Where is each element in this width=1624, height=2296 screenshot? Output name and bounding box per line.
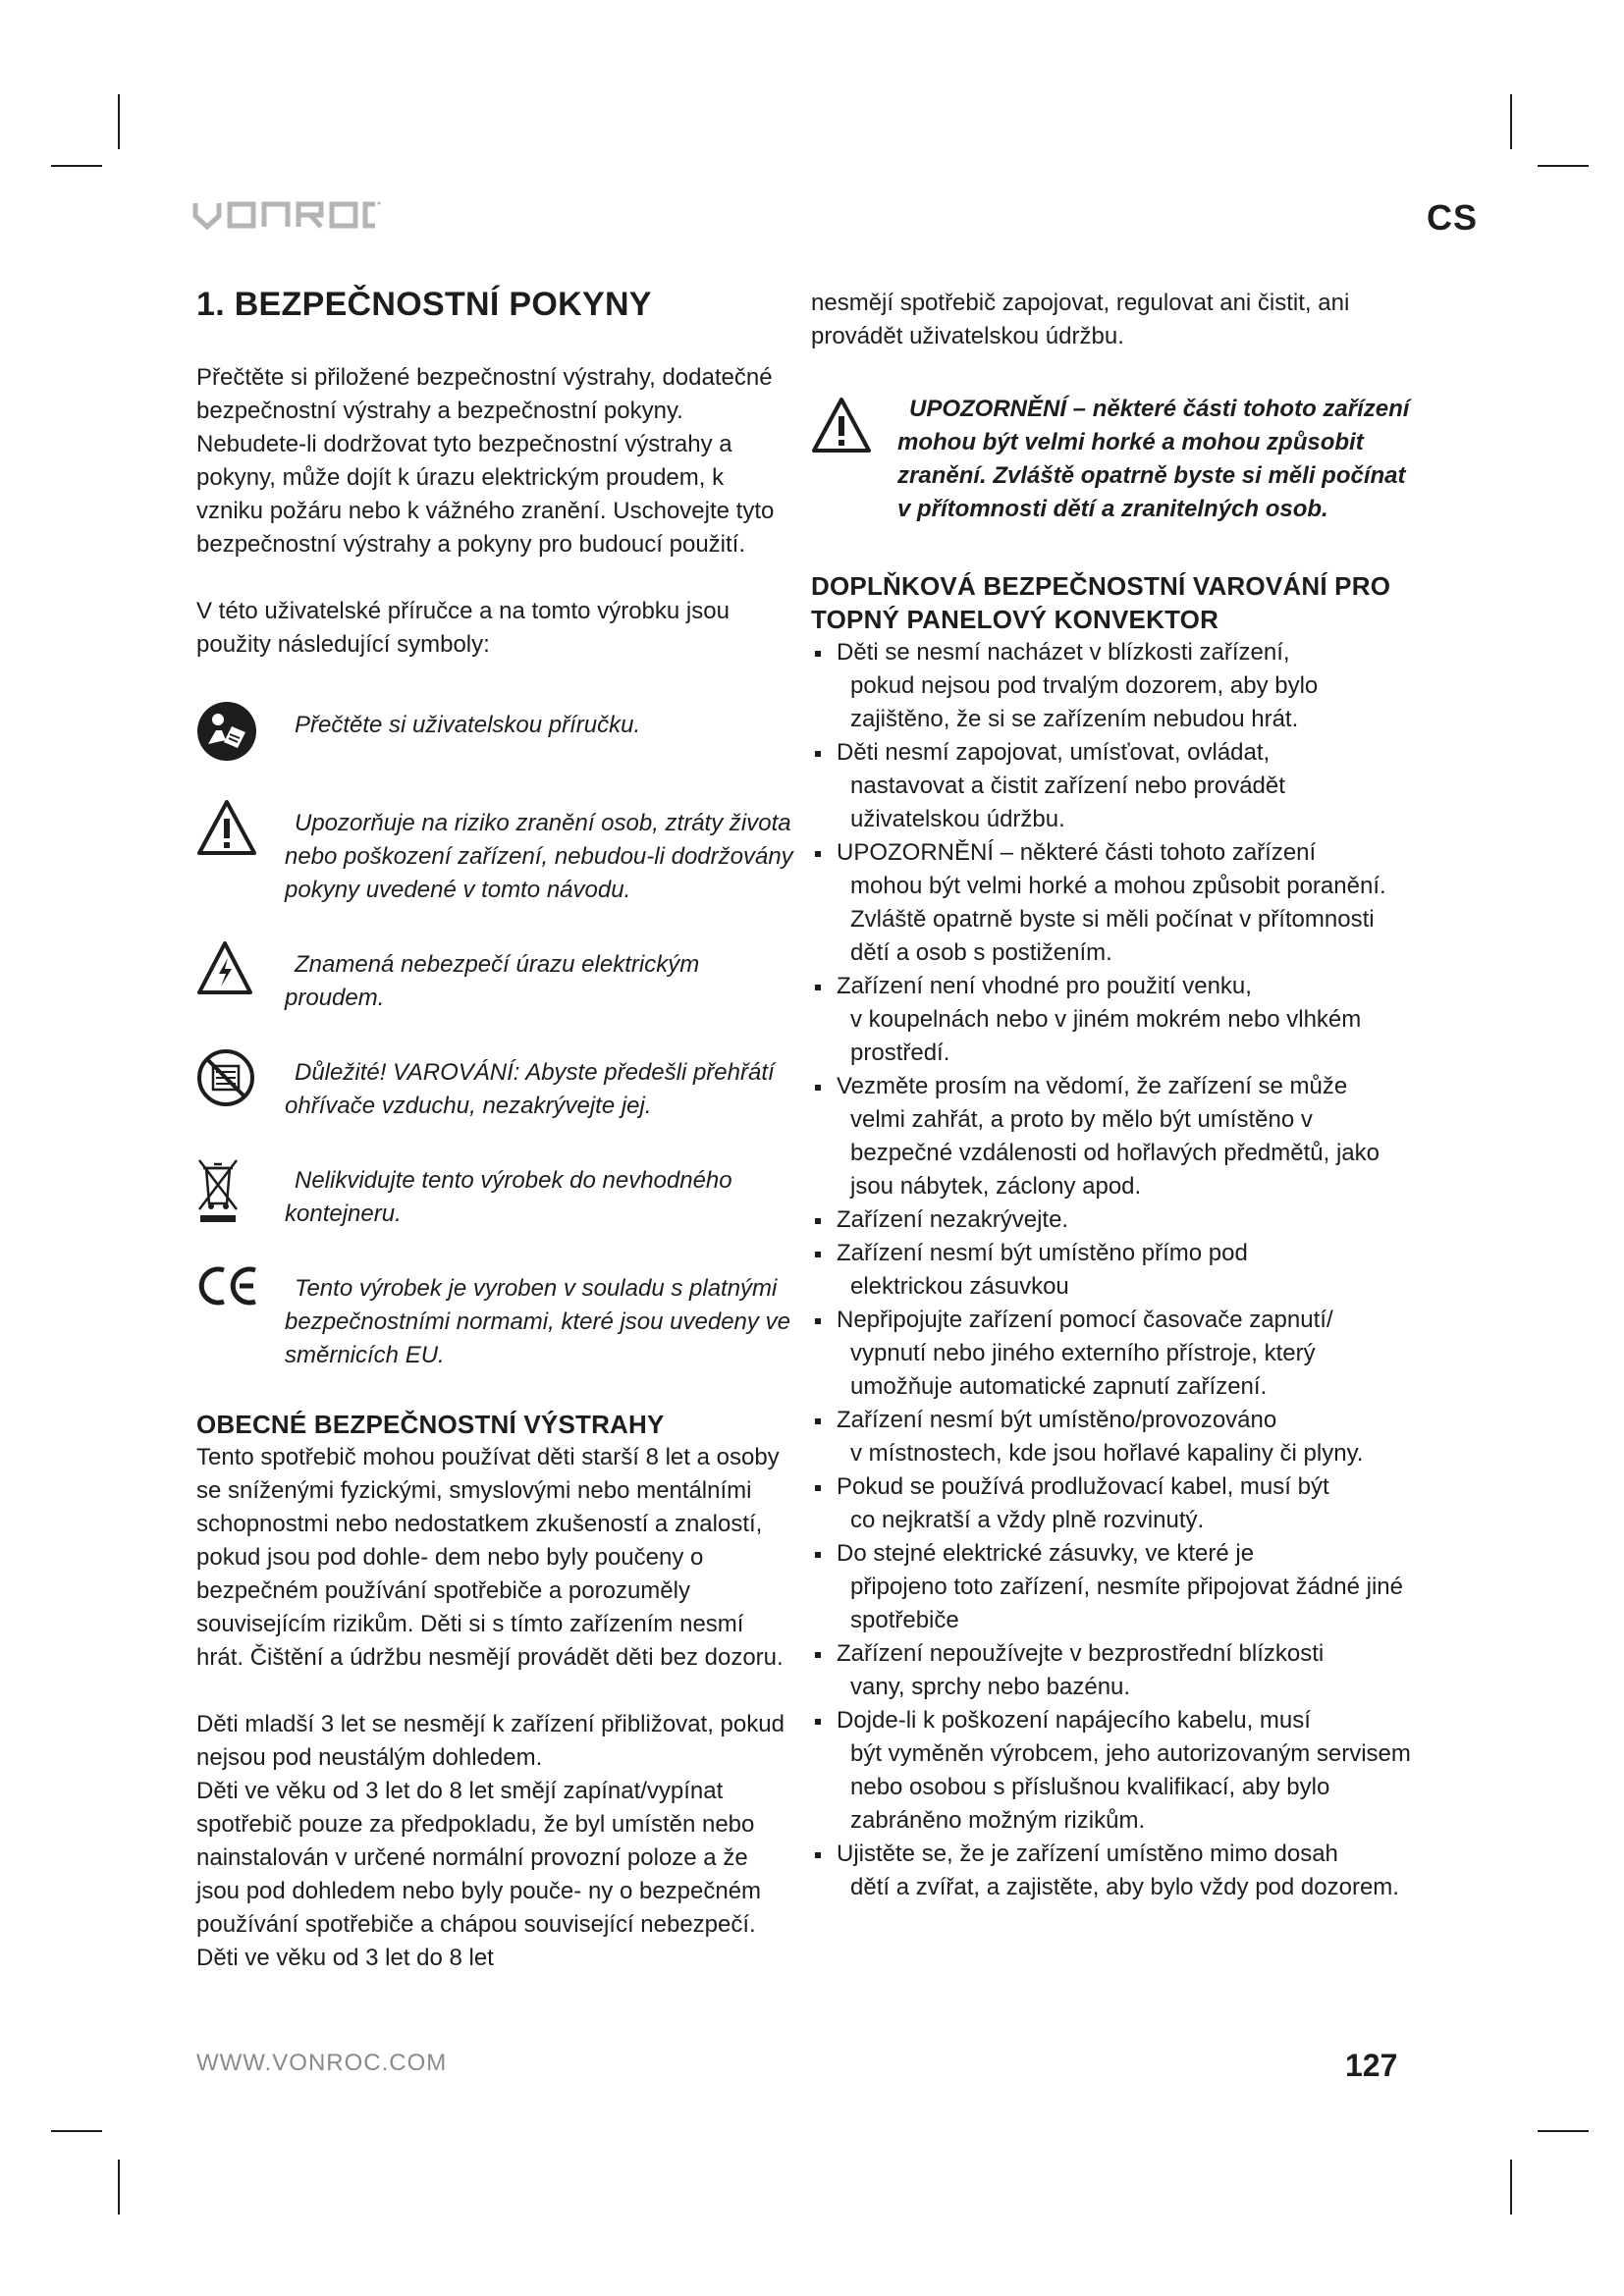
symbol-text: Důležité! VAROVÁNÍ: Abyste předešli přehřátí ohřívače vzduchu, nezakrývejte jej. <box>285 1059 775 1119</box>
list-item: Děti se nesmí nacházet v blízkosti zařízení, pokud nejsou pod trvalým dozorem, aby bylo zajištěno, že si se zařízením nebudou hrát. <box>811 636 1420 736</box>
footer-url: WWW.VONROC.COM <box>196 2050 448 2076</box>
continuation-paragraph: nesmějí spotřebič zapojovat, regulovat ani čistit, ani provádět uživatelskou údržbu. <box>811 290 1350 349</box>
vonroc-logo <box>192 200 381 230</box>
section-title: 1. BEZPEČNOSTNÍ POKYNY <box>196 286 652 323</box>
symbols-intro: V této uživatelské příručce a na tomto výrobku jsou použity následující symboly: <box>196 598 730 658</box>
symbol-text: Znamená nebezpečí úrazu elektrickým proudem. <box>285 951 700 1011</box>
symbol-text: Tento výrobek je vyroben v souladu s platnými bezpečnostními normami, které jsou uvedeny ve směrnicích EU. <box>285 1275 790 1368</box>
general-paragraph: Tento spotřebič mohou používat děti starší 8 let a osoby se sníženými fyzickými, smyslovými nebo mentálními schopnostmi nebo nedostatkem zkušeností a znalostí, pokud jsou pod dohle- dem nebo byly poučeny o bezpečném používání spotřebiče a porozuměly souvisejícím rizikům. Děti si s tímto zařízením nesmí hrát. Čištění a údržbu nesmějí provádět děti bez dozoru. <box>196 1444 784 1671</box>
warning-text: UPOZORNĚNÍ – některé části tohoto zařízení mohou být velmi horké a mohou způsobit zranění. Zvláště opatrně byste si měli počínat v přítomnosti dětí a zranitelných osob. <box>897 396 1410 522</box>
symbol-row <box>196 701 795 766</box>
list-item: Do stejné elektrické zásuvky, ve které je připojeno toto zařízení, nesmíte připojovat žádné jiné spotřebiče <box>811 1537 1420 1637</box>
list-item: Ujistěte se, že je zařízení umístěno mimo dosah dětí a zvířat, a zajistěte, aby bylo vždy pod dozorem. <box>811 1838 1420 1904</box>
warnings-list <box>811 636 1420 1904</box>
electric-shock-icon <box>196 940 285 1005</box>
list-item: Zařízení nezakrývejte. <box>811 1203 1420 1237</box>
list-item: UPOZORNĚNÍ – některé části tohoto zařízení mohou být velmi horké a mohou způsobit poranění. Zvláště opatrně byste si měli počínat v přítomnosti dětí a osob s postižením. <box>811 836 1420 970</box>
weee-bin-icon <box>196 1156 285 1221</box>
list-item: Vezměte prosím na vědomí, že zařízení se může velmi zahřát, a proto by mělo být umístěno v bezpečné vzdálenosti od hořlavých předmětů, jako jsou nábytek, záclony apod. <box>811 1070 1420 1203</box>
read-manual-icon <box>196 701 285 766</box>
additional-warnings-heading: DOPLŇKOVÁ BEZPEČNOSTNÍ VAROVÁNÍ PRO TOPNÝ PANELOVÝ KONVEKTOR <box>811 571 1391 634</box>
crop-mark <box>118 2160 120 2215</box>
crop-mark <box>1538 165 1589 167</box>
warning-triangle-icon <box>196 799 285 864</box>
list-item: Nepřipojujte zařízení pomocí časovače zapnutí/ vypnutí nebo jiného externího přístroje, který umožňuje automatické zapnutí zařízení. <box>811 1304 1420 1404</box>
list-item: Zařízení nepoužívejte v bezprostřední blízkosti vany, sprchy nebo bazénu. <box>811 1637 1420 1704</box>
crop-mark <box>51 2130 102 2132</box>
general-paragraph: Děti mladší 3 let se nesmějí k zařízení přibližovat, pokud nejsou pod neustálým dohledem. <box>196 1711 785 1771</box>
list-item: Pokud se používá prodlužovací kabel, musí být co nejkratší a vždy plně rozvinutý. <box>811 1470 1420 1537</box>
symbol-row <box>196 799 795 907</box>
list-item: Zařízení nesmí být umístěno přímo pod elektrickou zásuvkou <box>811 1237 1420 1304</box>
warning-triangle-icon <box>811 393 897 461</box>
page-number: 127 <box>1345 2048 1398 2083</box>
list-item: Děti nesmí zapojovat, umísťovat, ovládat, nastavovat a čistit zařízení nebo provádět uživatelskou údržbu. <box>811 736 1420 836</box>
right-column <box>811 287 1420 1904</box>
symbol-text: Přečtěte si uživatelskou příručku. <box>295 712 641 738</box>
general-paragraph: Děti ve věku od 3 let do 8 let smějí zapínat/vypínat spotřebič pouze za předpokladu, že byl umístěn nebo nainstalován v určené normální provozní poloze a že jsou pod dohledem nebo byly pouče- ny o bezpečném používání spotřebiče a chápou související nebezpečí. Děti ve věku od 3 let do 8 let <box>196 1778 762 1971</box>
language-code: CS <box>1427 197 1479 238</box>
symbol-row <box>196 1156 795 1231</box>
ce-mark-icon <box>196 1264 285 1329</box>
list-item: Dojde-li k poškození napájecího kabelu, musí být vyměněn výrobcem, jeho autorizovaným servisem nebo osobou s příslušnou kvalifikací, aby bylo zabráněno možným rizikům. <box>811 1704 1420 1838</box>
symbol-row <box>196 1048 795 1123</box>
crop-mark <box>1510 94 1512 149</box>
symbol-text: Nelikvidujte tento výrobek do nevhodného kontejneru. <box>285 1167 732 1227</box>
hot-surface-warning <box>811 393 1420 526</box>
crop-mark <box>51 165 102 167</box>
crop-mark <box>1510 2160 1512 2215</box>
do-not-cover-icon <box>196 1048 285 1113</box>
list-item: Zařízení nesmí být umístěno/provozováno v místnostech, kde jsou hořlavé kapaliny či plyny. <box>811 1404 1420 1470</box>
symbol-row <box>196 1264 795 1372</box>
left-column <box>196 275 795 1975</box>
symbol-row <box>196 940 795 1015</box>
crop-mark <box>118 94 120 149</box>
list-item: Zařízení není vhodné pro použití venku, v koupelnách nebo v jiném mokrém nebo vlhkém prostředí. <box>811 970 1420 1070</box>
intro-paragraph: Přečtěte si přiložené bezpečnostní výstrahy, dodatečné bezpečnostní výstrahy a bezpečnostní pokyny. Nebudete-li dodržovat tyto bezpečnostní výstrahy a pokyny, může dojít k úrazu elektrickým proudem, k vzniku požáru nebo k vážného zranění. Uschovejte tyto bezpečnostní výstrahy a pokyny pro budoucí použití. <box>196 364 775 558</box>
general-warnings-heading: OBECNÉ BEZPEČNOSTNÍ VÝSTRAHY <box>196 1410 665 1439</box>
symbol-text: Upozorňuje na riziko zranění osob, ztráty života nebo poškození zařízení, nebudou-li dodržovány pokyny uvedené v tomto návodu. <box>285 810 793 903</box>
crop-mark <box>1538 2130 1589 2132</box>
